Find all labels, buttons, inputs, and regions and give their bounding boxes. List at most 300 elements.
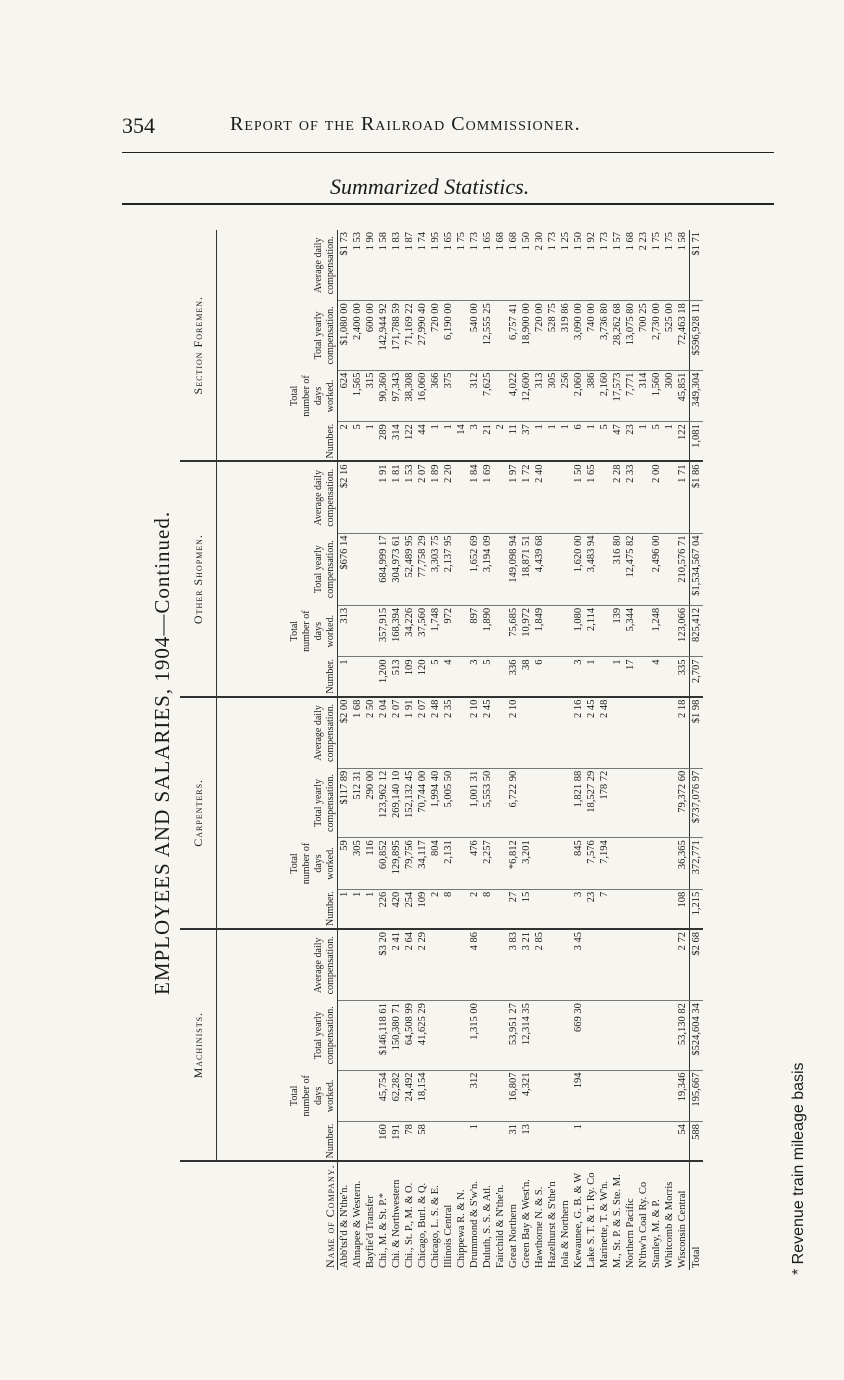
table-cell: 314	[390, 422, 403, 462]
table-cell	[351, 1122, 364, 1162]
table-cell	[559, 929, 572, 1001]
table-cell: 1 53	[403, 461, 416, 533]
table-cell: 1,565	[351, 370, 364, 422]
table-cell: 1 73	[598, 230, 611, 301]
table-cell: 7,625	[481, 370, 494, 422]
table-row	[650, 230, 663, 1270]
table-cell: 2 07	[416, 697, 429, 769]
table-cell	[663, 929, 676, 1001]
table-cell	[533, 1001, 546, 1070]
table-cell: $1,080 00	[338, 301, 352, 370]
table-row	[572, 230, 585, 1270]
table-cell: 804	[429, 838, 442, 890]
table-cell: 2	[338, 422, 352, 462]
table-cell	[520, 697, 533, 769]
table-cell: 71,169 22	[403, 301, 416, 370]
group-carpenters: Carpenters.	[180, 697, 217, 929]
table-cell: 825,412	[690, 605, 704, 657]
column-header: Total number of days worked.	[217, 370, 338, 422]
table-cell: 1	[429, 422, 442, 462]
table-cell: 2 48	[429, 697, 442, 769]
table-cell	[364, 1001, 377, 1070]
table-cell: 2 35	[442, 697, 455, 769]
table-cell: 3,201	[520, 838, 533, 890]
table-cell: 1 50	[572, 230, 585, 301]
table-cell: 18,900 00	[520, 301, 533, 370]
table-cell	[637, 697, 650, 769]
table-cell: 72,463 18	[676, 301, 690, 370]
table-cell	[546, 929, 559, 1001]
table-cell: 12,600	[520, 370, 533, 422]
table-cell	[481, 1070, 494, 1122]
table-cell: 366	[429, 370, 442, 422]
table-row	[663, 230, 676, 1270]
table-cell: 5	[598, 422, 611, 462]
table-cell	[559, 657, 572, 697]
table-cell: 12,555 25	[481, 301, 494, 370]
table-cell: 2,160	[598, 370, 611, 422]
table-cell: 845	[572, 838, 585, 890]
column-header: Average daily compensation.	[217, 461, 338, 533]
table-cell: 720 00	[429, 301, 442, 370]
table-cell: 312	[468, 370, 481, 422]
table-cell: $1 86	[690, 461, 704, 533]
table-cell: 5,553 50	[481, 768, 494, 837]
table-cell	[520, 768, 533, 837]
table-row	[520, 230, 533, 1270]
table-cell: 2,137 95	[442, 533, 455, 605]
running-title: Report of the Railroad Commissioner.	[230, 113, 581, 135]
table-cell: 2,060	[572, 370, 585, 422]
table-cell: 375	[442, 370, 455, 422]
table-row	[676, 230, 690, 1270]
table-cell: 122	[403, 422, 416, 462]
table-cell: $596,928 11	[690, 301, 704, 370]
table-cell: 624	[338, 370, 352, 422]
table-cell	[663, 697, 676, 769]
table-cell: 17,573	[611, 370, 624, 422]
table-cell: 108	[676, 889, 690, 929]
table-cell: 897	[468, 605, 481, 657]
table-cell	[533, 889, 546, 929]
table-row	[351, 230, 364, 1270]
table-cell: 2 45	[585, 697, 598, 769]
table-cell: 1,215	[690, 889, 704, 929]
company-column-header: Name of Company.	[180, 1161, 338, 1270]
table-cell: 305	[546, 370, 559, 422]
table-cell: 357,915	[377, 605, 390, 657]
table-cell	[546, 1001, 559, 1070]
table-cell	[546, 1122, 559, 1162]
table-row	[442, 230, 455, 1270]
table-cell: 3	[572, 657, 585, 697]
table-cell	[611, 697, 624, 769]
table-cell: 18,154	[416, 1070, 429, 1122]
table-cell: 54	[676, 1122, 690, 1162]
table-cell	[455, 461, 468, 533]
table-cell: 1 91	[403, 697, 416, 769]
table-cell: 2 07	[390, 697, 403, 769]
table-cell: 2 10	[468, 697, 481, 769]
table-cell: 1	[585, 422, 598, 462]
table-cell: 21	[481, 422, 494, 462]
page-header	[122, 111, 782, 141]
table-cell	[585, 1122, 598, 1162]
table-cell: 1	[585, 657, 598, 697]
table-cell: 194	[572, 1070, 585, 1122]
table-cell	[598, 929, 611, 1001]
table-cell	[351, 1001, 364, 1070]
company-name: Bayfie'd Transfer	[365, 1195, 376, 1268]
table-cell: 1	[338, 657, 352, 697]
table-cell: 27	[507, 889, 520, 929]
table-cell: 256	[559, 370, 572, 422]
table-cell: $2 00	[338, 697, 352, 769]
table-cell	[650, 838, 663, 890]
table-cell: 669 30	[572, 1001, 585, 1070]
table-cell: 1	[364, 422, 377, 462]
table-cell	[364, 461, 377, 533]
table-cell: 1 71	[676, 461, 690, 533]
table-cell	[637, 889, 650, 929]
table-cell: 1	[546, 422, 559, 462]
table-row	[507, 230, 520, 1270]
table-cell	[637, 1070, 650, 1122]
table-cell: 2 23	[637, 230, 650, 301]
table-cell: 116	[364, 838, 377, 890]
table-cell: 3,483 94	[585, 533, 598, 605]
table-cell: 1	[351, 889, 364, 929]
table-cell: 191	[390, 1122, 403, 1162]
table-cell: 1 68	[351, 697, 364, 769]
table-cell	[650, 889, 663, 929]
table-cell: 2	[494, 422, 507, 462]
table-row	[468, 230, 481, 1270]
company-name: Illinois Central	[443, 1204, 454, 1268]
table-cell	[663, 657, 676, 697]
table-cell: 2,730 00	[650, 301, 663, 370]
table-cell: 31	[507, 1122, 520, 1162]
table-cell: 77,758 29	[416, 533, 429, 605]
table-cell: 720 00	[533, 301, 546, 370]
table-row	[624, 230, 637, 1270]
table-cell: 53,951 27	[507, 1001, 520, 1070]
table-cell: $737,076 97	[690, 768, 704, 837]
table-cell: 6	[533, 657, 546, 697]
table-cell: 1 68	[624, 230, 637, 301]
table-cell: 1 58	[676, 230, 690, 301]
table-cell	[455, 533, 468, 605]
table-cell	[624, 768, 637, 837]
table-cell: 684,999 17	[377, 533, 390, 605]
table-cell: 3,194 09	[481, 533, 494, 605]
table-cell: 2 00	[650, 461, 663, 533]
subtitle-rule	[122, 203, 774, 205]
company-name: Chi., M. & St. P.*	[378, 1193, 389, 1268]
table-cell: 1,994 40	[429, 768, 442, 837]
table-cell	[455, 697, 468, 769]
column-header: Average daily compensation.	[217, 929, 338, 1001]
table-cell	[598, 533, 611, 605]
table-cell: 15	[520, 889, 533, 929]
table-cell: 313	[533, 370, 546, 422]
table-cell	[611, 1122, 624, 1162]
table-cell: 97,343	[390, 370, 403, 422]
table-cell	[611, 889, 624, 929]
table-cell	[546, 889, 559, 929]
table-cell: 4,439 68	[533, 533, 546, 605]
table-row	[481, 230, 494, 1270]
table-cell: 178 72	[598, 768, 611, 837]
table-cell: 1 91	[377, 461, 390, 533]
table-cell: 1,821 88	[572, 768, 585, 837]
table-cell: 2 28	[611, 461, 624, 533]
table-cell: 2,257	[481, 838, 494, 890]
table-cell: 120	[416, 657, 429, 697]
table-cell: 36,365	[676, 838, 690, 890]
table-cell	[494, 1070, 507, 1122]
table-cell	[598, 461, 611, 533]
table-cell: 13	[520, 1122, 533, 1162]
table-cell: 2 48	[598, 697, 611, 769]
table-cell: 1 75	[663, 230, 676, 301]
table-cell: 4	[442, 657, 455, 697]
column-header: Average daily compensation.	[217, 697, 338, 769]
table-cell	[650, 1122, 663, 1162]
table-cell: 513	[390, 657, 403, 697]
table-row	[585, 230, 598, 1270]
table-cell: 1	[611, 657, 624, 697]
company-name: Total	[690, 1161, 704, 1270]
table-cell: 300	[663, 370, 676, 422]
table-cell: 7	[598, 889, 611, 929]
table-cell	[663, 605, 676, 657]
table-cell: 2 18	[676, 697, 690, 769]
table-cell: 2	[468, 889, 481, 929]
table-cell: 4 86	[468, 929, 481, 1001]
table-cell: 18,527 29	[585, 768, 598, 837]
table-cell	[637, 1001, 650, 1070]
table-cell: 226	[377, 889, 390, 929]
table-cell: 2 40	[533, 461, 546, 533]
table-cell	[455, 370, 468, 422]
company-name: M., St. P. & S. Ste. M.	[612, 1174, 623, 1268]
table-cell: 1,080	[572, 605, 585, 657]
table-cell: 2	[429, 889, 442, 929]
table-cell	[559, 461, 572, 533]
table-cell: 24,492	[403, 1070, 416, 1122]
table-cell	[533, 697, 546, 769]
table-cell: 3,303 75	[429, 533, 442, 605]
company-name: Chicago, L. S. & E.	[430, 1185, 441, 1268]
table-cell: 152,132 45	[403, 768, 416, 837]
table-cell	[351, 461, 364, 533]
table-cell: 5	[650, 422, 663, 462]
table-cell: 269,140 10	[390, 768, 403, 837]
table-cell	[494, 889, 507, 929]
table-cell: 1	[468, 1122, 481, 1162]
table-cell: 47	[611, 422, 624, 462]
company-name: N'thw'n Coal Ry. Co	[638, 1181, 649, 1268]
table-cell	[598, 1122, 611, 1162]
table-cell: 1 74	[416, 230, 429, 301]
table-cell: 34,226	[403, 605, 416, 657]
table-cell: 525 00	[663, 301, 676, 370]
table-cell: 7,771	[624, 370, 637, 422]
table-cell	[429, 1122, 442, 1162]
table-cell: 4,321	[520, 1070, 533, 1122]
table-cell: 62,282	[390, 1070, 403, 1122]
table-cell	[611, 929, 624, 1001]
company-name: Iola & Northern	[560, 1200, 571, 1268]
table-cell: 19,346	[676, 1070, 690, 1122]
table-cell: 123,066	[676, 605, 690, 657]
group-machinists: Machinists.	[180, 929, 217, 1161]
table-cell	[663, 768, 676, 837]
table-cell	[338, 1070, 352, 1122]
column-header: Number.	[217, 422, 338, 462]
table-cell: 420	[390, 889, 403, 929]
company-name: Duluth, S. S. & Atl.	[482, 1185, 493, 1268]
table-cell: 1 92	[585, 230, 598, 301]
table-cell: 316 80	[611, 533, 624, 605]
table-cell: 60,852	[377, 838, 390, 890]
table-cell: 349,304	[690, 370, 704, 422]
table-cell: 1,200	[377, 657, 390, 697]
table-cell: 5,005 50	[442, 768, 455, 837]
company-name: Hazelhurst & S'the'n	[547, 1181, 558, 1268]
group-section-foremen: Section Foremen.	[180, 230, 217, 461]
table-cell: 1 57	[611, 230, 624, 301]
company-name: Chi. & Northwestern	[391, 1179, 402, 1268]
table-cell: 254	[403, 889, 416, 929]
table-cell: 122	[676, 422, 690, 462]
table-cell: 10,972	[520, 605, 533, 657]
table-cell: $1 73	[338, 230, 352, 301]
table-cell: 1 65	[481, 230, 494, 301]
table-cell: 23	[624, 422, 637, 462]
column-header: Total number of days worked.	[217, 605, 338, 657]
table-cell	[598, 1070, 611, 1122]
page-number: 354	[122, 113, 155, 138]
table-cell: 1	[663, 422, 676, 462]
table-cell: 1 68	[494, 230, 507, 301]
table-row	[494, 230, 507, 1270]
table-cell: 16,060	[416, 370, 429, 422]
column-header: Average daily compensation.	[217, 230, 338, 301]
table-cell	[559, 533, 572, 605]
table-cell: 16,807	[507, 1070, 520, 1122]
table-cell: 37	[520, 422, 533, 462]
table-cell	[533, 768, 546, 837]
table-cell: 34,117	[416, 838, 429, 890]
table-row	[429, 230, 442, 1270]
table-cell	[611, 1070, 624, 1122]
table-cell: 1	[442, 422, 455, 462]
table-cell: 27,990 40	[416, 301, 429, 370]
table-cell: 5	[429, 657, 442, 697]
table-cell: 2 07	[416, 461, 429, 533]
table-cell	[598, 605, 611, 657]
table-cell: 195,667	[690, 1070, 704, 1122]
table-cell: 5,344	[624, 605, 637, 657]
table-cell	[364, 929, 377, 1001]
table-cell: 1,652 69	[468, 533, 481, 605]
company-name: Whitcomb & Morris	[664, 1181, 675, 1268]
table-cell	[663, 461, 676, 533]
table-cell: 6,757 41	[507, 301, 520, 370]
table-cell	[442, 1001, 455, 1070]
table-cell: 2,131	[442, 838, 455, 890]
table-cell	[442, 1122, 455, 1162]
table-cell: $524,604 34	[690, 1001, 704, 1070]
table-cell: 11	[507, 422, 520, 462]
table-cell: 7,576	[585, 838, 598, 890]
table-cell	[364, 1122, 377, 1162]
table-cell	[546, 533, 559, 605]
table-cell: 372,771	[690, 838, 704, 890]
table-cell: 290 00	[364, 768, 377, 837]
table-cell: 168,394	[390, 605, 403, 657]
table-cell: 2 20	[442, 461, 455, 533]
table-cell: 109	[416, 889, 429, 929]
table-cell	[559, 889, 572, 929]
table-cell	[442, 929, 455, 1001]
table-cell: 2,400 00	[351, 301, 364, 370]
table-cell: 2,707	[690, 657, 704, 697]
table-cell: 129,895	[390, 838, 403, 890]
table-cell: 1,248	[650, 605, 663, 657]
table-cell: 3 83	[507, 929, 520, 1001]
table-cell: 1 84	[468, 461, 481, 533]
table-row	[637, 230, 650, 1270]
table-cell	[637, 461, 650, 533]
table-cell: 1 69	[481, 461, 494, 533]
table-cell: 59	[338, 838, 352, 890]
table-cell	[663, 1001, 676, 1070]
table-cell: 1 53	[351, 230, 364, 301]
table-cell: 528 75	[546, 301, 559, 370]
company-name: Kewaunee, G. B. & W	[573, 1172, 584, 1268]
table-cell	[481, 1001, 494, 1070]
table-cell	[455, 301, 468, 370]
column-header: Number.	[217, 1122, 338, 1162]
table-cell: 1 97	[507, 461, 520, 533]
table-cell	[494, 1122, 507, 1162]
table-cell: 1 50	[572, 461, 585, 533]
table-cell: 312	[468, 1070, 481, 1122]
table-cell	[533, 1122, 546, 1162]
table-cell: 1 72	[520, 461, 533, 533]
table-cell	[494, 370, 507, 422]
table-cell	[494, 768, 507, 837]
table-cell	[364, 605, 377, 657]
table-cell: $3 20	[377, 929, 390, 1001]
table-cell: 2 04	[377, 697, 390, 769]
table-cell	[546, 838, 559, 890]
total-row	[690, 230, 704, 1270]
table-cell	[455, 929, 468, 1001]
table-cell: 2 45	[481, 697, 494, 769]
table-cell	[663, 1122, 676, 1162]
table-cell: 700 25	[637, 301, 650, 370]
table-cell: 109	[403, 657, 416, 697]
table-cell	[455, 768, 468, 837]
company-name: Wisconsin Central	[677, 1190, 688, 1268]
table-cell	[494, 697, 507, 769]
table-cell: 90,360	[377, 370, 390, 422]
table-cell	[624, 1070, 637, 1122]
